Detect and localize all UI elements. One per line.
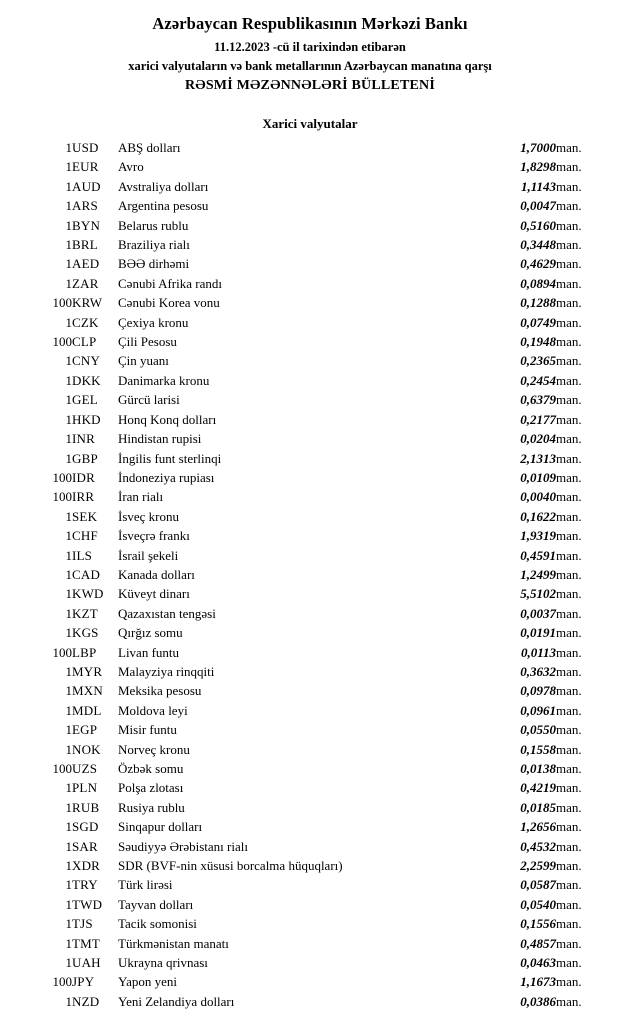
table-row [26, 449, 594, 468]
currency-code: ILS [72, 547, 93, 563]
currency-name: İran rialı [118, 489, 164, 505]
currency-unit: man. [556, 780, 582, 796]
currency-rates-body [26, 138, 594, 1011]
currency-unit: man. [556, 683, 582, 699]
currency-name: Tayvan dolları [118, 896, 194, 912]
table-row [26, 972, 594, 991]
currency-rate: 1,8298 [520, 159, 556, 175]
currency-amount: 1 [65, 916, 72, 932]
currency-unit: man. [556, 916, 582, 932]
currency-code: KGS [72, 625, 99, 641]
currency-unit: man. [556, 644, 582, 660]
currency-code: USD [72, 140, 99, 155]
currency-rate: 0,0961 [520, 702, 556, 718]
currency-unit: man. [556, 140, 582, 155]
currency-amount: 1 [65, 528, 72, 544]
currency-unit: man. [556, 877, 582, 893]
currency-unit: man. [556, 295, 582, 311]
currency-unit: man. [556, 489, 582, 505]
currency-rate: 2,2599 [520, 858, 556, 874]
currency-unit: man. [556, 663, 582, 679]
table-row [26, 681, 594, 700]
bulletin-title: RƏSMİ MƏZƏNNƏLƏRİ BÜLLETENİ [184, 78, 436, 93]
currency-code: JPY [72, 974, 95, 990]
table-row [26, 274, 594, 293]
currency-unit: man. [556, 469, 582, 485]
currency-code: DKK [72, 372, 101, 388]
currency-rate: 5,5102 [520, 586, 556, 602]
currency-unit: man. [556, 799, 582, 815]
table-row [26, 526, 594, 545]
currency-name: Misir funtu [118, 722, 177, 738]
currency-code: AUD [72, 178, 101, 194]
currency-rate: 0,0894 [520, 275, 556, 291]
table-row [26, 740, 594, 759]
currency-code: AED [72, 256, 100, 272]
currency-amount: 100 [52, 489, 72, 505]
currency-name: Meksika pesosu [118, 683, 202, 699]
currency-amount: 1 [65, 722, 72, 738]
currency-amount: 1 [65, 450, 72, 466]
currency-unit: man. [556, 993, 582, 1009]
table-row [26, 720, 594, 739]
currency-amount: 1 [65, 993, 72, 1009]
currency-unit: man. [556, 858, 582, 874]
table-row [26, 546, 594, 565]
currency-unit: man. [556, 741, 582, 757]
currency-name: Danimarka kronu [118, 372, 210, 388]
currency-name: Norveç kronu [118, 741, 190, 757]
currency-rate: 0,0204 [520, 431, 556, 447]
currency-rate: 0,5160 [520, 217, 556, 233]
currency-rate: 0,0386 [520, 993, 556, 1009]
currency-amount: 1 [65, 702, 72, 718]
currency-unit: man. [556, 528, 582, 544]
currency-code: CZK [72, 314, 99, 330]
currency-amount: 1 [65, 159, 72, 175]
currency-code: MDL [72, 702, 102, 718]
currency-rate: 0,1556 [520, 916, 556, 932]
currency-code: SAR [72, 838, 98, 854]
currency-name: Türk lirəsi [118, 877, 173, 893]
currency-code: TRY [72, 877, 98, 893]
table-row [26, 934, 594, 953]
table-row [26, 487, 594, 506]
currency-name: Çexiya kronu [118, 314, 189, 330]
currency-code: ARS [72, 198, 98, 214]
table-row [26, 468, 594, 487]
currency-amount: 1 [65, 838, 72, 854]
currency-code: EUR [72, 159, 99, 175]
table-row [26, 216, 594, 235]
currency-name: Küveyt dinarı [118, 586, 190, 602]
currency-code: UAH [72, 955, 101, 971]
currency-unit: man. [556, 237, 582, 253]
currency-code: EGP [72, 722, 98, 738]
currency-rate: 1,2499 [520, 566, 556, 582]
document-header [26, 14, 594, 94]
currency-name: Özbək somu [118, 761, 184, 776]
currency-name: Ukrayna qrivnası [118, 955, 208, 971]
currency-unit: man. [556, 955, 582, 971]
currency-code: SEK [72, 508, 98, 524]
table-row [26, 798, 594, 817]
currency-unit: man. [556, 159, 582, 175]
currency-amount: 1 [65, 877, 72, 893]
currency-name: İsveç kronu [118, 508, 180, 524]
currency-name: Yeni Zelandiya dolları [118, 993, 235, 1009]
currency-amount: 1 [65, 741, 72, 757]
currency-code: KRW [72, 295, 103, 311]
table-row [26, 507, 594, 526]
currency-name: Livan funtu [118, 644, 180, 660]
table-row [26, 565, 594, 584]
currency-name: İsrail şekeli [118, 547, 179, 563]
table-row [26, 390, 594, 409]
currency-name: Qazaxıstan tengəsi [118, 605, 216, 621]
currency-name: Honq Konq dolları [118, 411, 217, 427]
table-row [26, 332, 594, 351]
table-row [26, 313, 594, 332]
currency-amount: 1 [65, 411, 72, 427]
currency-unit: man. [556, 896, 582, 912]
currency-amount: 1 [65, 683, 72, 699]
table-row [26, 196, 594, 215]
currency-rate: 0,4219 [520, 780, 556, 796]
currency-name: Belarus rublu [118, 217, 189, 233]
currency-unit: man. [556, 761, 582, 776]
currency-unit: man. [556, 605, 582, 621]
currency-unit: man. [556, 974, 582, 990]
currency-rate: 0,0191 [520, 625, 556, 641]
currency-rate: 0,3448 [520, 237, 556, 253]
currency-name: Yapon yeni [118, 974, 177, 990]
currency-amount: 100 [52, 295, 72, 311]
currency-amount: 1 [65, 275, 72, 291]
currency-rate: 1,2656 [520, 819, 556, 835]
currency-name: İsveçrə frankı [118, 528, 190, 544]
currency-rate: 0,4532 [520, 838, 556, 854]
currency-name: Kanada dolları [118, 566, 195, 582]
table-row [26, 759, 594, 778]
currency-rate: 2,1313 [520, 450, 556, 466]
currency-code: PLN [72, 780, 98, 796]
currency-rate: 1,9319 [520, 528, 556, 544]
currency-name: Qırğız somu [118, 625, 183, 641]
currency-amount: 1 [65, 314, 72, 330]
currency-amount: 1 [65, 217, 72, 233]
currency-rate: 0,0113 [520, 644, 556, 660]
currency-amount: 1 [65, 547, 72, 563]
currency-unit: man. [556, 178, 582, 194]
currency-rate: 0,0540 [520, 896, 556, 912]
currency-rate: 0,1948 [520, 334, 556, 350]
currency-amount: 1 [65, 605, 72, 621]
currency-amount: 1 [65, 256, 72, 272]
currency-unit: man. [556, 547, 582, 563]
currency-name: Moldova leyi [118, 702, 188, 718]
table-row [26, 604, 594, 623]
currency-rate: 0,0109 [520, 469, 556, 485]
currency-rate: 0,0047 [520, 198, 556, 214]
currency-name: Çili Pesosu [118, 334, 177, 350]
currency-amount: 1 [65, 858, 72, 874]
currency-unit: man. [556, 314, 582, 330]
currency-name: Avro [118, 159, 144, 175]
currency-rate: 1,1143 [520, 178, 556, 194]
currency-unit: man. [556, 334, 582, 350]
currency-name: SDR (BVF-nin xüsusi borcalma hüquqları) [118, 858, 343, 874]
table-row [26, 351, 594, 370]
currency-code: IRR [72, 489, 95, 505]
currency-rate: 0,1558 [520, 741, 556, 757]
table-row [26, 254, 594, 273]
currency-unit: man. [556, 353, 582, 369]
currency-code: CHF [72, 528, 98, 544]
currency-code: UZS [72, 761, 98, 776]
currency-name: ABŞ dolları [118, 140, 181, 155]
currency-code: ZAR [72, 275, 99, 291]
table-row [26, 914, 594, 933]
currency-amount: 1 [65, 819, 72, 835]
table-row [26, 778, 594, 797]
currency-code: TJS [72, 916, 93, 932]
currency-code: TWD [72, 896, 103, 912]
currency-rate: 0,2177 [520, 411, 556, 427]
currency-amount: 100 [52, 644, 72, 660]
currency-rate: 0,0185 [520, 799, 556, 815]
currency-code: CAD [72, 566, 101, 582]
currency-amount: 1 [65, 372, 72, 388]
currency-rate: 0,4591 [520, 547, 556, 563]
currency-amount: 1 [65, 935, 72, 951]
currency-rate: 0,2454 [520, 372, 556, 388]
effective-date-line: 11.12.2023 -cü il tarixindən etibarən [214, 40, 406, 54]
currency-code: MYR [72, 663, 103, 679]
currency-code: NZD [72, 993, 100, 1009]
table-row [26, 157, 594, 176]
table-row [26, 293, 594, 312]
table-row [26, 643, 594, 662]
currency-amount: 1 [65, 178, 72, 194]
currency-amount: 1 [65, 625, 72, 641]
currency-code: GEL [72, 392, 98, 408]
table-row [26, 662, 594, 681]
currency-name: Cənubi Korea vonu [118, 295, 220, 311]
currency-name: Səudiyyə Ərəbistanı rialı [118, 838, 248, 854]
currency-code: IDR [72, 469, 95, 485]
currency-code: RUB [72, 799, 100, 815]
currency-code: GBP [72, 450, 98, 466]
table-row [26, 992, 594, 1011]
currency-rate: 0,6379 [520, 392, 556, 408]
currency-rate: 0,1622 [520, 508, 556, 524]
currency-code: CLP [72, 334, 97, 350]
currency-amount: 1 [65, 663, 72, 679]
currency-unit: man. [556, 411, 582, 427]
currency-name: Gürcü larisi [118, 392, 180, 408]
currency-name: İngilis funt sterlinqi [118, 450, 222, 466]
currency-code: MXN [72, 683, 103, 699]
currency-code: KZT [72, 605, 98, 621]
section-title-foreign-currencies: Xarici valyutalar [262, 116, 358, 131]
currency-name: Sinqapur dolları [118, 819, 203, 835]
currency-rate: 0,2365 [520, 353, 556, 369]
currency-code: CNY [72, 353, 101, 369]
table-row [26, 371, 594, 390]
currency-rate: 0,0138 [520, 761, 556, 776]
currency-name: Cənubi Afrika randı [118, 275, 222, 291]
currency-amount: 1 [65, 140, 72, 155]
currency-rate: 1,7000 [520, 140, 556, 155]
currency-unit: man. [556, 372, 582, 388]
currency-rate: 1,1673 [520, 974, 556, 990]
currency-amount: 100 [52, 334, 72, 350]
currency-name: Hindistan rupisi [118, 431, 202, 447]
currency-name: İndoneziya rupiası [118, 469, 215, 485]
currency-rate: 0,0463 [520, 955, 556, 971]
currency-name: Braziliya rialı [118, 237, 190, 253]
currency-rate: 0,0587 [520, 877, 556, 893]
currency-unit: man. [556, 256, 582, 272]
table-row [26, 138, 594, 157]
currency-unit: man. [556, 819, 582, 835]
table-row [26, 177, 594, 196]
currency-amount: 1 [65, 237, 72, 253]
bank-title: Azərbaycan Respublikasının Mərkəzi Bankı [152, 14, 468, 33]
currency-amount: 1 [65, 799, 72, 815]
currency-unit: man. [556, 838, 582, 854]
currency-rate: 0,1288 [520, 295, 556, 311]
currency-unit: man. [556, 508, 582, 524]
currency-unit: man. [556, 431, 582, 447]
currency-name: Rusiya rublu [118, 799, 185, 815]
currency-code: INR [72, 431, 95, 447]
table-row [26, 429, 594, 448]
currency-unit: man. [556, 935, 582, 951]
currency-amount: 1 [65, 586, 72, 602]
table-row [26, 235, 594, 254]
currency-code: SGD [72, 819, 99, 835]
currency-amount: 1 [65, 566, 72, 582]
currency-unit: man. [556, 217, 582, 233]
currency-rate: 0,0037 [520, 605, 556, 621]
table-row [26, 584, 594, 603]
table-row [26, 701, 594, 720]
currency-amount: 1 [65, 431, 72, 447]
table-row [26, 953, 594, 972]
table-row [26, 817, 594, 836]
currency-rate: 0,0978 [520, 683, 556, 699]
currency-unit: man. [556, 198, 582, 214]
currency-code: TMT [72, 935, 101, 951]
currency-name: Tacik somonisi [118, 916, 197, 932]
currency-amount: 1 [65, 955, 72, 971]
currency-code: NOK [72, 741, 101, 757]
currency-unit: man. [556, 586, 582, 602]
currency-unit: man. [556, 392, 582, 408]
document-subtitle: xarici valyutaların və bank metallarının Azərbaycan manatına qarşı [128, 59, 492, 73]
table-row [26, 410, 594, 429]
currency-name: Argentina pesosu [118, 198, 209, 214]
currency-unit: man. [556, 566, 582, 582]
table-row [26, 837, 594, 856]
currency-amount: 100 [52, 761, 72, 776]
currency-rate: 0,0550 [520, 722, 556, 738]
currency-amount: 1 [65, 198, 72, 214]
currency-amount: 1 [65, 780, 72, 796]
currency-rate: 0,3632 [520, 663, 556, 679]
currency-unit: man. [556, 702, 582, 718]
currency-amount: 1 [65, 353, 72, 369]
currency-amount: 100 [52, 974, 72, 990]
currency-amount: 1 [65, 508, 72, 524]
currency-amount: 1 [65, 896, 72, 912]
currency-code: XDR [72, 858, 101, 874]
table-row [26, 856, 594, 875]
currency-rates-table [26, 138, 594, 1011]
currency-amount: 1 [65, 392, 72, 408]
currency-rate: 0,4629 [520, 256, 556, 272]
currency-name: Avstraliya dolları [118, 178, 209, 194]
currency-rate: 0,0749 [520, 314, 556, 330]
currency-unit: man. [556, 625, 582, 641]
currency-name: BƏƏ dirhəmi [118, 256, 190, 272]
currency-code: BYN [72, 217, 101, 233]
currency-code: BRL [72, 237, 98, 253]
currency-rate: 0,0040 [520, 489, 556, 505]
currency-amount: 100 [52, 469, 72, 485]
table-row [26, 895, 594, 914]
currency-code: KWD [72, 586, 104, 602]
currency-code: HKD [72, 411, 101, 427]
currency-name: Polşa zlotası [118, 780, 184, 796]
currency-rate: 0,4857 [520, 935, 556, 951]
currency-name: Türkmənistan manatı [118, 935, 229, 951]
currency-name: Çin yuanı [118, 353, 169, 369]
currency-unit: man. [556, 722, 582, 738]
currency-unit: man. [556, 450, 582, 466]
table-row [26, 875, 594, 894]
currency-code: LBP [72, 644, 97, 660]
table-row [26, 623, 594, 642]
currency-name: Malayziya rinqqiti [118, 663, 215, 679]
currency-unit: man. [556, 275, 582, 291]
